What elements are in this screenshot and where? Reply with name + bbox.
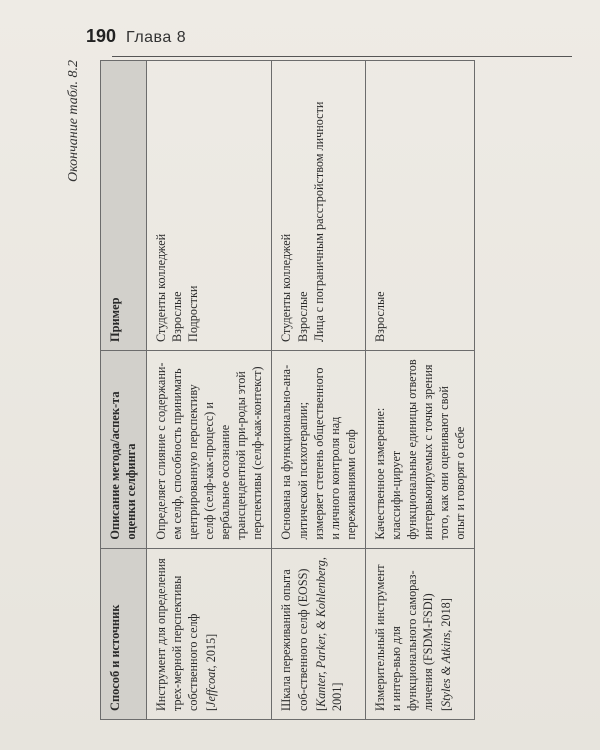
table-row <box>272 61 365 720</box>
description-cell: Определяет слияние с содержани-ем селф, способность принимать центрированную перспективу селф (селф-как-процесс) и вербальное осознание трансцендентной при-роды этой перспективы (селф-как-контекст) <box>146 350 272 548</box>
reference-author: Jeffcoat <box>204 668 219 707</box>
example-cell <box>146 61 272 351</box>
column-header-source: Способ и источник <box>101 548 147 719</box>
source-cell <box>272 548 365 719</box>
example-item: Лица с пограничным расстройством личности <box>311 101 326 342</box>
example-cell <box>272 61 365 351</box>
reference-year: , 2015 <box>204 637 219 669</box>
example-cell <box>365 61 475 351</box>
column-header-example: Пример <box>101 61 147 351</box>
column-header-description: Описание метода/аспек-та оценки селфинга <box>101 350 147 548</box>
description-cell: Качественное измерение: классифи-цирует функциональные единицы ответов интервьюируемых с точки зрения того, как они оценивают свой опыт и говорят о себе <box>365 350 475 548</box>
source-text: Инструмент для определения трех-мерной перспективы собственного селф <box>153 558 200 711</box>
page-number: 190 <box>86 26 117 46</box>
source-cell <box>365 548 475 719</box>
source-text: Шкала переживаний опыта соб-ственного селф (EOSS) <box>279 568 310 711</box>
table-row <box>365 61 475 720</box>
chapter-label: Глава 8 <box>126 29 187 46</box>
source-cell <box>146 548 272 719</box>
rotated-table-container <box>66 60 580 720</box>
example-item: Подростки <box>185 285 200 342</box>
example-item: Студенты колледжей <box>153 233 168 342</box>
description-cell: Основана на функционально-ана-литической психотерапии; измеряет степень общественного и личного контроля над переживаниями селф <box>272 350 365 548</box>
table-header-row <box>101 61 147 720</box>
source-text: Измерительный инструмент и интер-вью для функционального самораз-личения (FSDM-FSDI) <box>372 564 436 711</box>
page-header <box>86 26 186 47</box>
methods-table <box>100 60 475 720</box>
reference-author: Styles & Atkins <box>439 632 454 707</box>
example-item: Взрослые <box>169 291 184 342</box>
example-item: Студенты колледжей <box>279 233 294 342</box>
example-item: Взрослые <box>372 291 387 342</box>
header-rule <box>112 56 572 57</box>
reference: [Styles & Atkins, 2018] <box>439 598 454 711</box>
table-continuation-note: Окончание табл. 8.2 <box>66 60 81 182</box>
table-row <box>146 61 272 720</box>
reference-year: , 2001 <box>313 557 344 711</box>
reference: [Kanter, Parker, & Kohlenberg, 2001] <box>313 557 344 711</box>
example-item: Взрослые <box>295 291 310 342</box>
reference-author: Kanter, Parker, & Kohlenberg <box>313 560 328 707</box>
reference-year: , 2018 <box>439 602 454 633</box>
reference: [Jeffcoat, 2015] <box>204 633 219 711</box>
